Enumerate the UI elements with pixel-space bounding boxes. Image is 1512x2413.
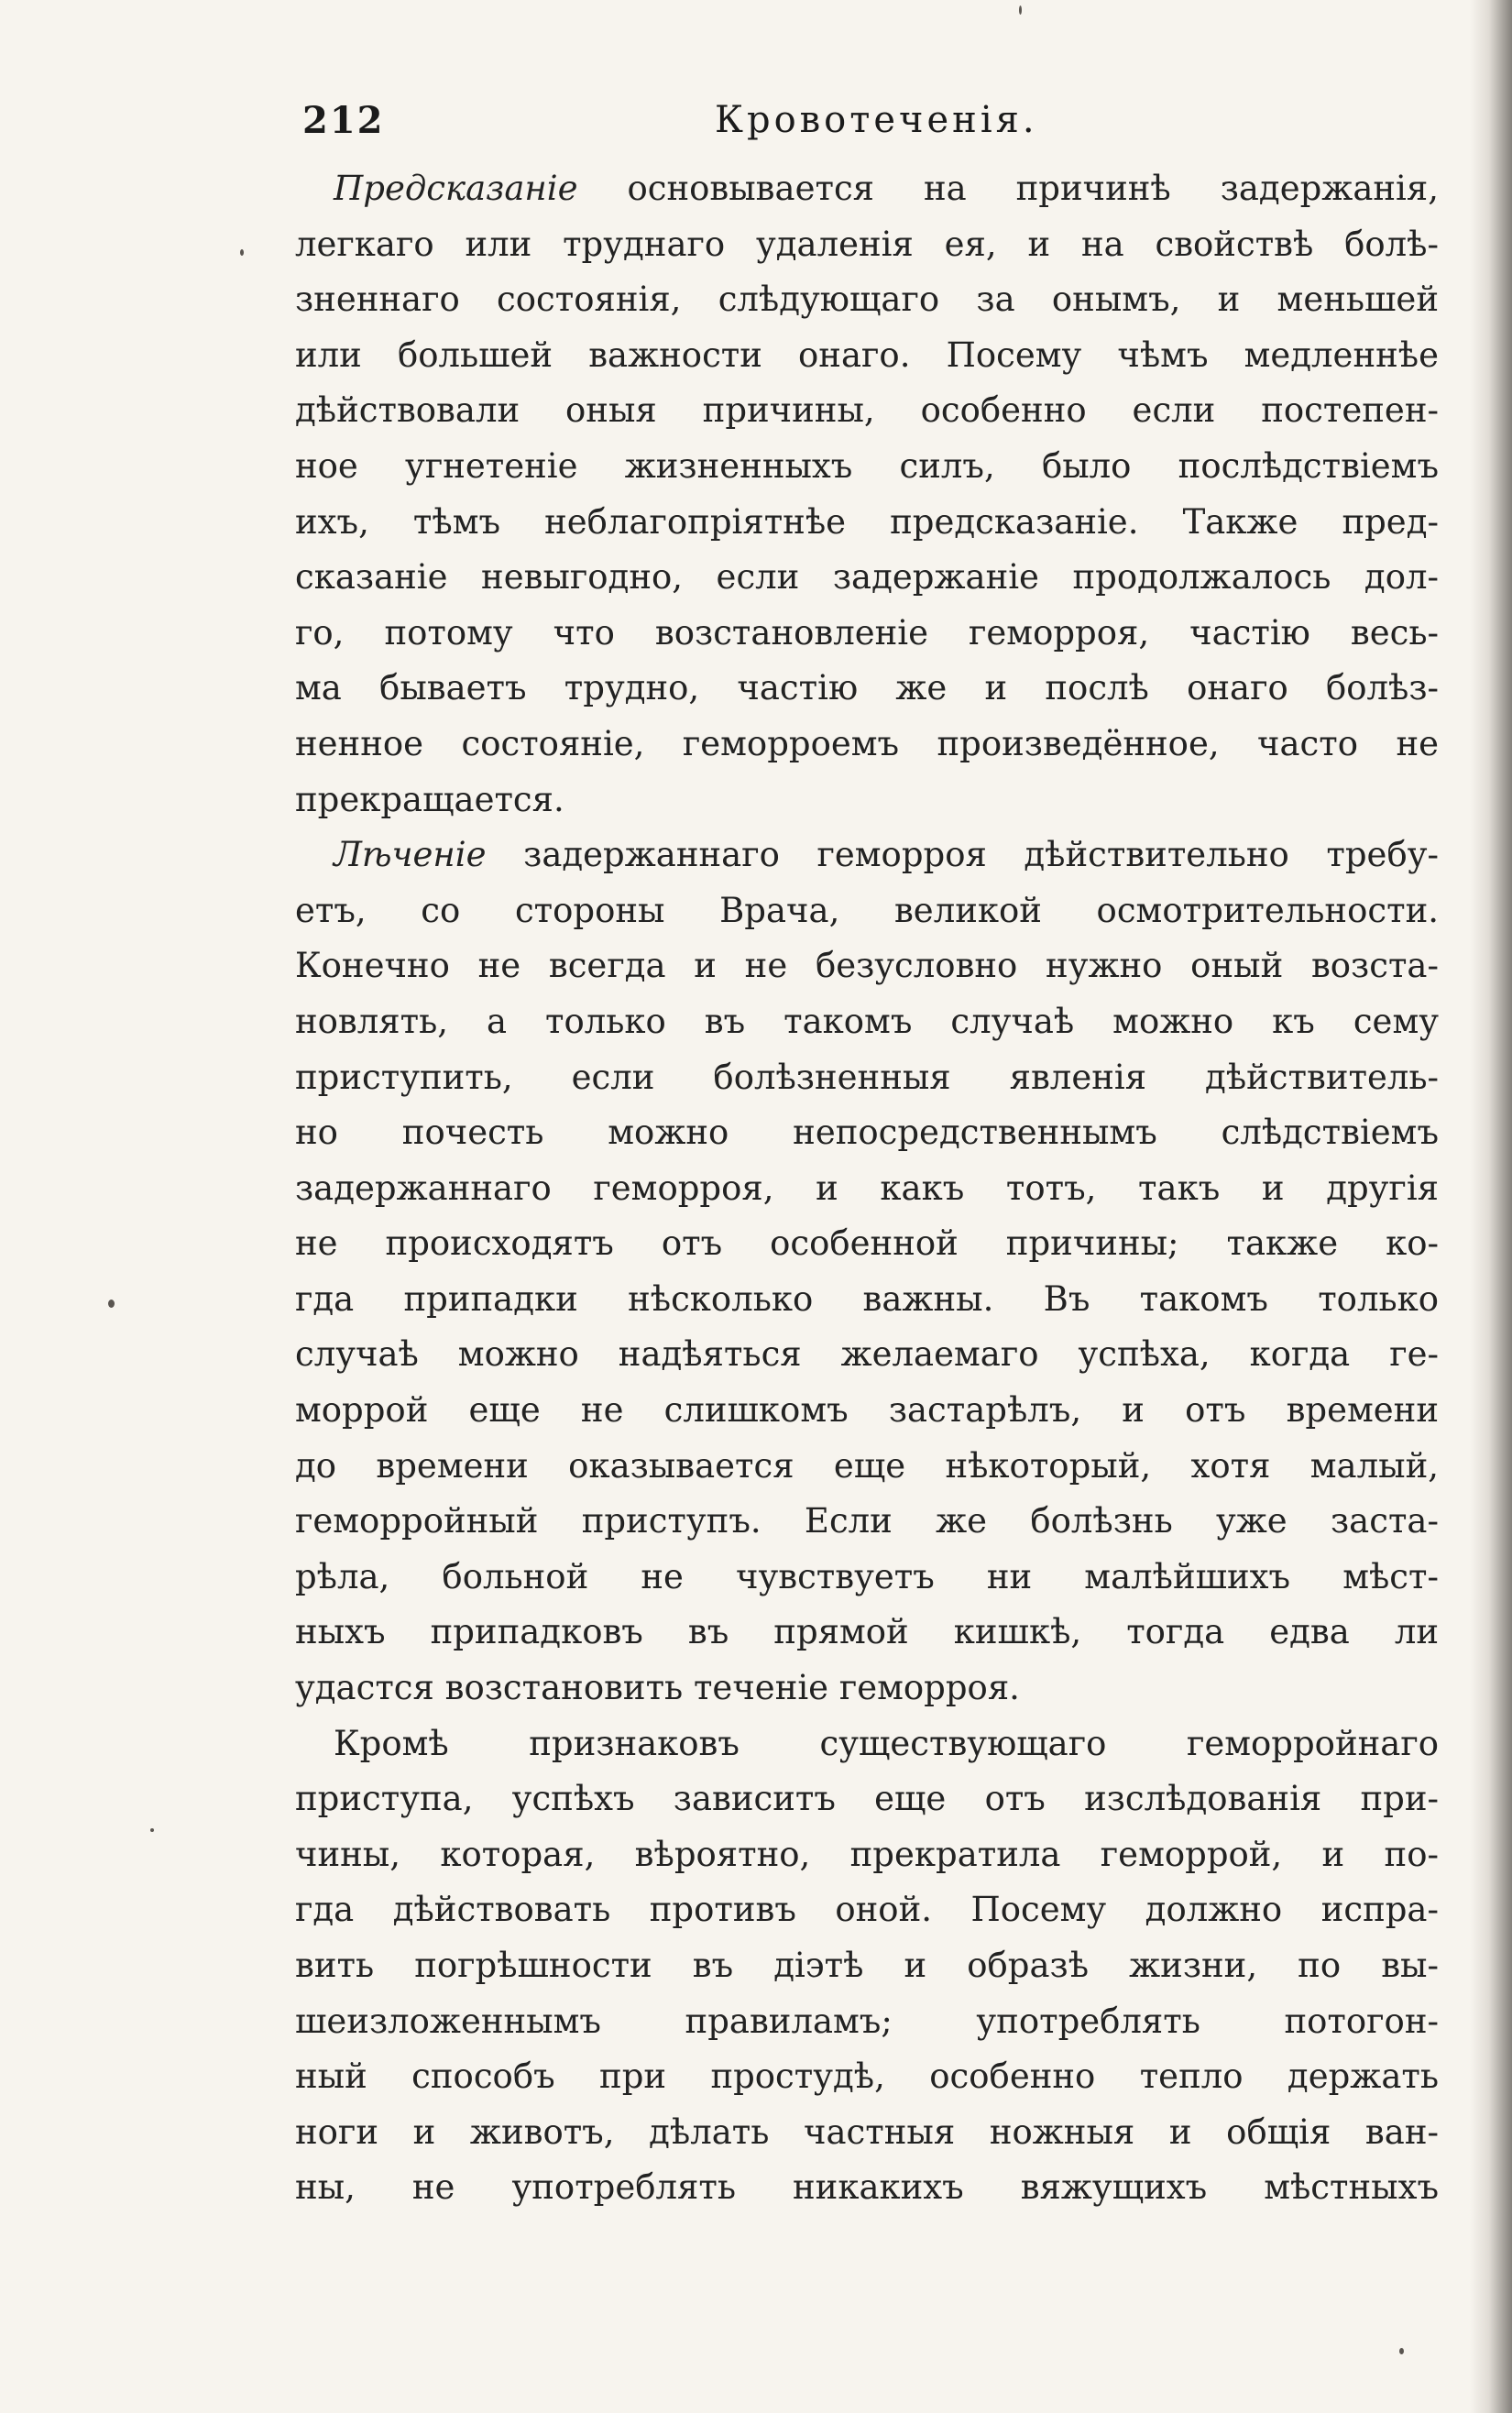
- text-line: или большей важности онаго. Посему чѣмъ медленнѣе: [295, 335, 1439, 375]
- ink-speck: [240, 249, 244, 256]
- text-line: рѣла, больной не чувствуетъ ни малѣйшихъ мѣст-: [295, 1556, 1439, 1596]
- text-line: не происходятъ отъ особенной причины; также ко-: [295, 1223, 1439, 1264]
- text-line: легкаго или труднаго удаленія ея, и на свойствѣ болѣ-: [295, 224, 1439, 264]
- text-line: дѣйствовали оныя причины, особенно если постепен-: [295, 390, 1439, 431]
- text-line: ны, не употреблять никакихъ вяжущихъ мѣстныхъ: [295, 2167, 1439, 2208]
- text-line: вить погрѣшности въ діэтѣ и образѣ жизни, по вы-: [295, 1946, 1439, 1985]
- text-line: ихъ, тѣмъ неблагопріятнѣе предсказаніе. Также пред-: [295, 501, 1439, 542]
- ink-speck: [1019, 5, 1022, 15]
- line-text: Кромѣ признаковъ существующаго геморройнаго: [334, 1723, 1439, 1763]
- text-line: шеизложеннымъ правиламъ; употреблять потогон-: [295, 2001, 1439, 2041]
- text-line: сказаніе невыгодно, если задержаніе продолжалось дол-: [295, 557, 1439, 598]
- italic-term: Лѣченіе: [334, 835, 487, 875]
- text-line: ный способъ при простудѣ, особенно тепло держать: [295, 2057, 1439, 2097]
- text-line: ма бываетъ трудно, частію же и послѣ онаго болѣз-: [295, 668, 1439, 708]
- text-line: приступить, если болѣзненныя явленія дѣйствитель-: [295, 1057, 1439, 1097]
- line-text: основывается на причинѣ задержанія,: [577, 169, 1439, 208]
- text-line: новлять, а только въ такомъ случаѣ можно къ сему: [295, 1001, 1439, 1041]
- body-text: [295, 161, 1439, 2216]
- italic-term: Предсказаніе: [334, 169, 578, 208]
- text-line: Конечно не всегда и не безусловно нужно оный возста-: [295, 946, 1439, 986]
- running-head: Кровотеченія.: [715, 99, 1038, 141]
- text-line: моррой еще не слишкомъ застарѣлъ, и отъ времени: [295, 1390, 1439, 1431]
- line-text: задержаннаго геморроя дѣйствительно требу-: [486, 835, 1439, 875]
- text-line: приступа, успѣхъ зависитъ еще отъ изслѣдованія при-: [295, 1779, 1439, 1819]
- text-line: прекращается.: [295, 779, 564, 819]
- text-line: чины, которая, вѣроятно, прекратила геморрой, и по-: [295, 1834, 1439, 1874]
- text-line: етъ, со стороны Врача, великой осмотрительности.: [295, 890, 1439, 930]
- text-line: геморройный приступъ. Если же болѣзнь уже заста-: [295, 1501, 1439, 1541]
- text-line: [295, 1717, 1439, 1772]
- text-line: но почесть можно непосредственнымъ слѣдствіемъ: [295, 1113, 1439, 1153]
- text-line: [295, 161, 1439, 217]
- text-line: ноги и животъ, дѣлать частныя ножныя и общія ван-: [295, 2111, 1439, 2152]
- text-line: ненное состояніе, геморроемъ произведённое, часто не: [295, 723, 1439, 763]
- text-line: удастся возстановить теченіе геморроя.: [295, 1668, 1020, 1708]
- page-header: [302, 99, 1439, 150]
- text-line: гда дѣйствовать противъ оной. Посему должно испра-: [295, 1890, 1439, 1930]
- text-line: ныхъ припадковъ въ прямой кишкѣ, тогда едва ли: [295, 1612, 1439, 1652]
- text-line: го, потому что возстановленіе геморроя, частію весь-: [295, 612, 1439, 653]
- ink-speck: [108, 1300, 115, 1308]
- ink-speck: [150, 1828, 154, 1832]
- ink-speck: [1399, 2348, 1404, 2354]
- text-line: [295, 828, 1439, 883]
- page-edge-shadow: [1470, 0, 1512, 2413]
- text-line: случаѣ можно надѣяться желаемаго успѣха, когда ге-: [295, 1334, 1439, 1375]
- text-line: зненнаго состоянія, слѣдующаго за онымъ, и меньшей: [295, 280, 1439, 320]
- text-line: задержаннаго геморроя, и какъ тотъ, такъ и другія: [295, 1168, 1439, 1208]
- text-line: ное угнетеніе жизненныхъ силъ, было послѣдствіемъ: [295, 445, 1439, 486]
- text-line: до времени оказывается еще нѣкоторый, хотя малый,: [295, 1445, 1439, 1486]
- text-line: гда припадки нѣсколько важны. Въ такомъ только: [295, 1278, 1439, 1319]
- page-number: 212: [302, 99, 385, 142]
